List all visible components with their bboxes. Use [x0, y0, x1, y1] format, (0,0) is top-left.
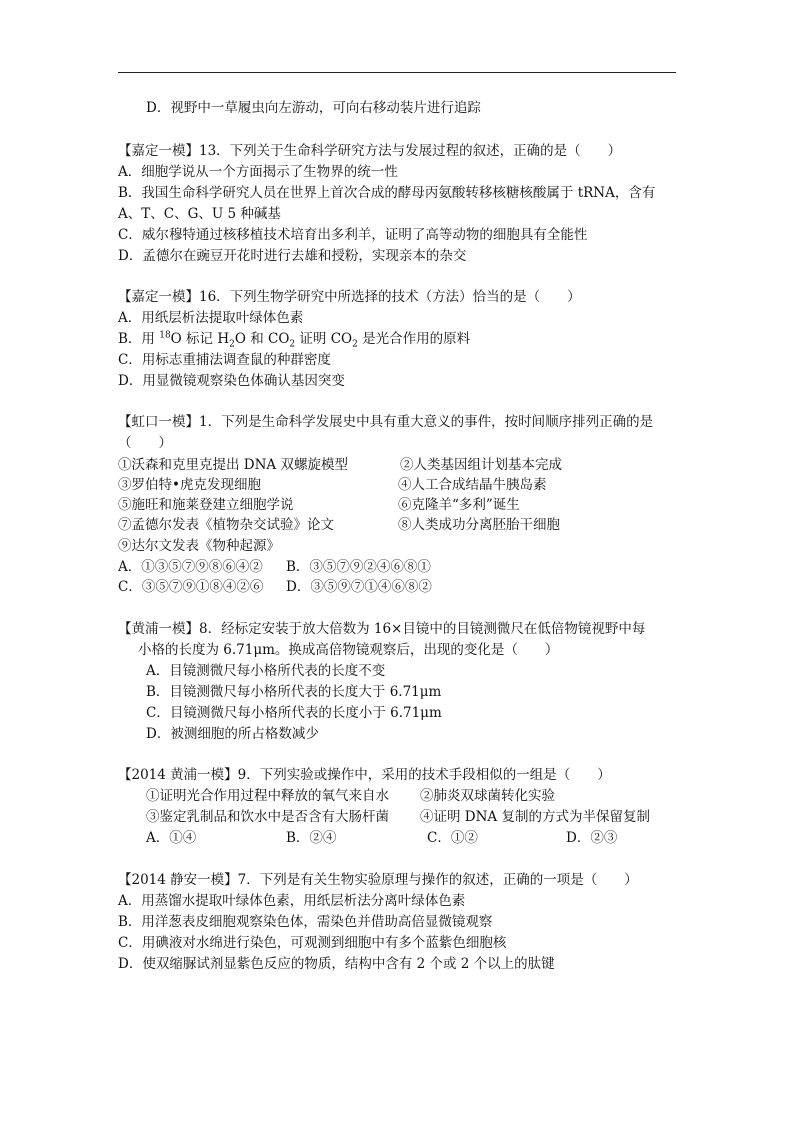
q16-b-sub1: 2	[229, 339, 235, 350]
q9-item-2: ②肺炎双球菌转化实验	[420, 788, 555, 804]
q1-event-4: ④人工合成结晶牛胰岛素	[398, 477, 547, 493]
q16-b-isotope: 18	[159, 330, 171, 341]
q13-option-b-line2: A、T、C、G、U 5 种碱基	[118, 206, 281, 222]
q9-option-a: A．①④	[146, 830, 197, 846]
q16-b-sub2: 2	[289, 339, 296, 350]
q16-b-text2: O 和 CO	[234, 331, 290, 347]
q8-option-c: C．目镜测微尺每小格所代表的长度小于 6.71μm	[146, 705, 442, 721]
q1-option-c: C．③⑤⑦⑨①⑧④②⑥	[118, 579, 264, 595]
q16-option-c: C．用标志重捕法调查鼠的种群密度	[118, 352, 331, 368]
q9-option-c: C．①②	[427, 830, 478, 846]
q13-stem: 【嘉定一模】13．下列关于生命科学研究方法与发展过程的叙述，正确的是（ ）	[118, 143, 622, 159]
q8-option-b: B．目镜测微尺每小格所代表的长度大于 6.71μm	[146, 684, 442, 700]
q1-event-7: ⑦孟德尔发表《植物杂交试验》论文	[118, 517, 334, 533]
q7-option-d: D．使双缩脲试剂显紫色反应的物质，结构中含有 2 个或 2 个以上的肽键	[118, 956, 555, 972]
q1-event-6: ⑥克隆羊“多利”诞生	[398, 497, 520, 513]
q16-option-b	[118, 330, 470, 348]
q1-stem-line1: 【虹口一模】1．下列是生命科学发展史中具有重大意义的事件，按时间顺序排列正确的是	[118, 414, 654, 430]
q16-option-a: A．用纸层析法提取叶绿体色素	[118, 310, 304, 326]
q1-event-2: ②人类基因组计划基本完成	[400, 457, 562, 473]
q16-b-sub3: 2	[352, 339, 358, 350]
q13-option-b-line1: B．我国生命科学研究人员在世界上首次合成的酵母丙氨酸转移核糖核酸属于 tRNA，含有	[118, 185, 656, 201]
q16-b-text3: 证明 CO	[295, 331, 353, 347]
q7-stem: 【2014 静安一模】7．下列是有关生物实验原理与操作的叙述，正确的一项是（ ）	[118, 872, 638, 888]
q9-option-b: B．②④	[286, 830, 337, 846]
q16-stem: 【嘉定一模】16．下列生物学研究中所选择的技术（方法）恰当的是（ ）	[118, 289, 581, 305]
q1-option-d: D．③⑤⑨⑦①④⑥⑧②	[286, 579, 432, 595]
q1-event-3: ③罗伯特•虎克发现细胞	[118, 477, 261, 493]
q1-event-9: ⑨达尔文发表《物种起源》	[118, 538, 280, 554]
q16-b-text4: 是光合作用的原料	[357, 331, 471, 347]
q9-item-3: ③鉴定乳制品和饮水中是否含有大肠杆菌	[146, 809, 389, 825]
q9-item-1: ①证明光合作用过程中释放的氧气来自水	[146, 788, 389, 804]
q9-option-d: D．②③	[566, 830, 618, 846]
q1-option-a: A．①③⑤⑦⑨⑧⑥④②	[118, 559, 263, 575]
q16-b-text1: O 标记 H	[170, 331, 230, 347]
q13-option-c: C．威尔穆特通过核移植技术培育出多利羊，证明了高等动物的细胞具有全能性	[118, 227, 588, 243]
q7-option-c: C．用碘液对水绵进行染色，可观测到细胞中有多个蓝紫色细胞核	[118, 935, 507, 951]
q8-option-d: D．被测细胞的所占格数减少	[146, 726, 319, 742]
q16-option-d: D．用显微镜观察染色体确认基因突变	[118, 373, 345, 389]
q7-option-a: A．用蒸馏水提取叶绿体色素，用纸层析法分离叶绿体色素	[118, 893, 466, 909]
header-rule	[118, 72, 676, 73]
q1-event-8: ⑧人类成功分离胚胎干细胞	[398, 517, 560, 533]
q1-event-1: ①沃森和克里克提出 DNA 双螺旋模型	[118, 457, 348, 473]
q1-option-b: B．③⑤⑦⑨②④⑥⑧①	[286, 559, 431, 575]
q1-stem-line2: （ ）	[118, 435, 172, 451]
prev-question-option-d: D．视野中一草履虫向左游动，可向右移动装片进行追踪	[146, 100, 481, 116]
q8-stem-line1: 【黄浦一模】8．经标定安装于放大倍数为 16×目镜中的目镜测微尺在低倍物镜视野中每	[118, 621, 646, 637]
q7-option-b: B．用洋葱表皮细胞观察染色体，需染色并借助高倍显微镜观察	[118, 914, 493, 930]
q8-option-a: A．目镜测微尺每小格所代表的长度不变	[146, 663, 386, 679]
q1-event-5: ⑤施旺和施莱登建立细胞学说	[118, 497, 294, 513]
q13-option-a: A．细胞学说从一个方面揭示了生物界的统一性	[118, 164, 398, 180]
q16-b-prefix: B．用	[118, 331, 160, 347]
q9-stem: 【2014 黄浦一模】9．下列实验或操作中，采用的技术手段相似的一组是（ ）	[118, 767, 611, 783]
q13-option-d: D．孟德尔在豌豆开花时进行去雄和授粉，实现亲本的杂交	[118, 248, 467, 264]
q9-item-4: ④证明 DNA 复制的方式为半保留复制	[420, 809, 650, 825]
q8-stem-line2: 小格的长度为 6.71μm。换成高倍物镜观察后，出现的变化是（ ）	[138, 642, 559, 658]
